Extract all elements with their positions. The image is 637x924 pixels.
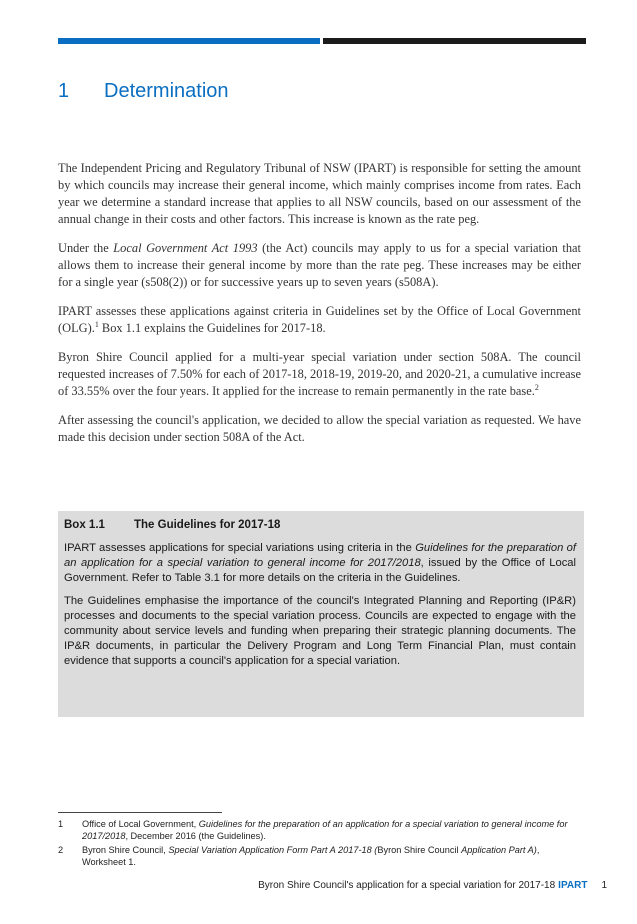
header-accent-bar-dark — [323, 38, 586, 44]
box-paragraph-2: The Guidelines emphasise the importance of the council's Integrated Planning and Reporting (IP&R) processes and documents to the special variation process. Councils are expected to engage with the community about service levels and funding when preparing their strategic planning documents. The IP&R documents, in particular the Delivery Program and Long Term Financial Plan, must contain evidence that supports a council's application for a special variation. — [64, 595, 576, 667]
page-number: 1 — [601, 880, 607, 891]
chapter-number: 1 — [58, 80, 70, 102]
footnote-number: 1 — [58, 819, 64, 829]
footnote-2 — [58, 844, 584, 868]
footnote-2-text-c: , Worksheet 1. — [82, 845, 540, 867]
footnote-ref-2[interactable]: 2 — [534, 382, 539, 392]
footnote-divider — [58, 812, 222, 813]
footnote-number: 2 — [58, 845, 64, 855]
footnote-1-italic: Guidelines for the preparation of an application for a special variation to general income for 2017/2018 — [82, 819, 568, 841]
footnote-2-text-b: Byron Shire Council — [377, 845, 462, 855]
footnote-2-italic-b: Application Part A) — [461, 845, 537, 855]
page-footer — [258, 880, 607, 891]
footnote-1-text-a: Office of Local Government, — [82, 819, 199, 829]
paragraph-3 — [58, 303, 581, 337]
footnote-text — [82, 844, 584, 868]
footnote-ref-1[interactable]: 1 — [94, 319, 99, 329]
chapter-title: Determination — [104, 80, 229, 102]
footnote-1 — [58, 818, 584, 842]
paragraph-4 — [58, 349, 581, 400]
box-paragraph-1-text-b: , issued by the Office of Local Government. Refer to Table 3.1 for more details on the criteria in the Guidelines. — [64, 557, 576, 584]
footer-brand: IPART — [558, 880, 588, 891]
body-text — [58, 160, 581, 458]
footnote-2-text-a: Byron Shire Council, — [82, 845, 169, 855]
box-paragraph-1-text-a: IPART assesses applications for special variations using criteria in the — [64, 542, 416, 554]
chapter-heading — [58, 80, 588, 103]
box-1-1 — [58, 511, 584, 717]
footer-title: Byron Shire Council's application for a special variation for 2017-18 — [258, 880, 556, 891]
paragraph-2-text-b: (the Act) councils may apply to us for a special variation that allows them to increase their general income by more than the rate peg. These increases may be either for a single year (s508(2)) or for successive years up to seven years (s508A). — [58, 241, 581, 289]
box-label: Box 1.1 — [64, 519, 105, 531]
footnote-1-text-b: , December 2016 (the Guidelines). — [125, 831, 266, 841]
footnotes — [58, 818, 584, 870]
paragraph-3-text-a: IPART assesses these applications against criteria in Guidelines set by the Office of Local Government (OLG). — [58, 304, 581, 335]
box-paragraph-1 — [64, 541, 576, 586]
box-title-text: The Guidelines for 2017-18 — [134, 519, 281, 531]
act-title: Local Government Act 1993 — [113, 241, 258, 255]
guidelines-title: Guidelines for the preparation of an application for a special variation to general income for 2017/2018 — [64, 542, 576, 569]
paragraph-5: After assessing the council's application, we decided to allow the special variation as requested. We have made this decision under section 508A of the Act. — [58, 413, 581, 444]
footnote-text — [82, 818, 584, 842]
paragraph-2 — [58, 240, 581, 291]
paragraph-3-text-b: Box 1.1 explains the Guidelines for 2017-18. — [98, 321, 326, 335]
paragraph-4-text: Byron Shire Council applied for a multi-year special variation under section 508A. The council requested increases of 7.50% for each of 2017-18, 2018-19, 2019-20, and 2020-21, a cumulative increase of 33.55% over the four years. It applied for the increase to remain permanently in the rate base. — [58, 350, 581, 398]
paragraph-2-text-a: Under the — [58, 241, 114, 255]
footnote-2-italic-a: Special Variation Application Form Part A 2017-18 ( — [168, 845, 378, 855]
box-title — [64, 519, 576, 531]
header-accent-bar-blue — [58, 38, 320, 44]
paragraph-1: The Independent Pricing and Regulatory Tribunal of NSW (IPART) is responsible for setting the amount by which councils may increase their general income, which mainly comprises income from rates. Each year we determine a standard increase that applies to all NSW councils, based on our assessment of the annual change in their costs and other factors. This increase is known as the rate peg. — [58, 161, 581, 226]
